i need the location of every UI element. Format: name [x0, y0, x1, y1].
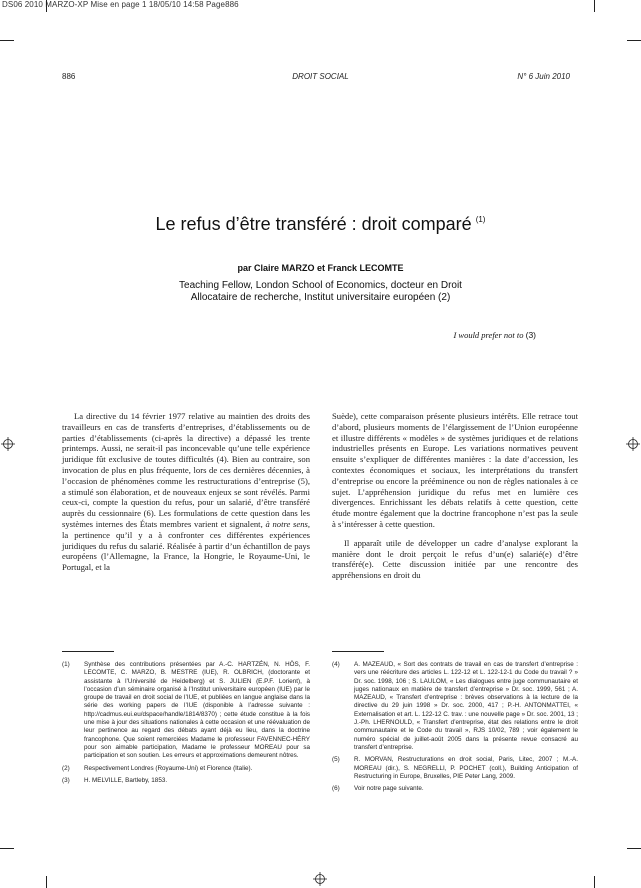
footnote: [332, 756, 578, 781]
footnote-number: (2): [62, 764, 70, 772]
affiliation-1: Teaching Fellow, London School of Economics, docteur en Droit: [179, 280, 462, 291]
body-column-right: [332, 411, 578, 581]
epigraph-footnote-ref: (3): [525, 330, 536, 340]
crop-mark-top-left: [46, 0, 47, 12]
footnote-number: (6): [332, 785, 340, 793]
footnote-number: (1): [62, 661, 70, 668]
crop-mark-right-top: [627, 40, 641, 41]
epigraph: [453, 330, 536, 340]
crop-mark-bottom-left: [46, 876, 47, 888]
title-text: Le refus d’être transféré : droit comparé: [155, 214, 472, 234]
title-footnote-ref: (1): [475, 215, 486, 224]
registration-mark-bottom-icon: [313, 872, 327, 886]
registration-mark-left-icon: [1, 437, 15, 451]
footnotes-right: [332, 661, 578, 797]
paragraph: Suède), cette comparaison présente plusieurs intérêts. Elle retrace tout d’abord, plusieurs moments de l’élargissement de l’Union européenne et illustre différents « modèles » de systèmes juridiques et de relations industrielles présents en Europe. Les variations normatives peuvent ensuite s’expliquer de différentes manières : la date d’accession, les contextes économiques et sociaux, les interprétations du transfert d’entreprise ou encore la prééminence ou non de règles nationales à ce sujet. L’appréhension juridique du refus met en lumière ces divergences. Enrichissant les débats relatifs à cette question, cette étude montre également que la doctrine francophone n’est pas la seule à s’intéresser à cette question.: [332, 411, 578, 529]
page-number: 886: [62, 72, 76, 81]
footnote-number: (4): [332, 661, 340, 668]
footnote-text: A. MAZEAUD, « Sort des contrats de travail en cas de transfert d’entreprise : vers une réécriture des articles L. 122-12 et L. 122-12-1 du Code du travail ? » Dr. soc. 1998, 106 ; S. LAULOM, « Les dialogues entre juge communautaire et juges nationaux en matière de transfert d’entreprise » Dr. soc. 1999, 561 ; A. MAZEAUD, « Transfert d’entreprise : brèves observations à la lecture de la directive du 29 juin 1998 » Dr. soc. 2000, 417 ; P.-H. ANTONMATTEI, « Externalisation et art. L. 122-12 C. trav. : une nouvelle page » Dr. soc. 2001, 13 ; J.-Ph. LHERNOULD, « Transfert d’entreprise, état des relations entre le droit communautaire et le Code du travail », RJS 10/02, 789 ; voir également le numéro spécial de juillet-août 2005 dans la présente revue consacré au transfert d’entreprise.: [354, 661, 578, 751]
footnote-text: Synthèse des contributions présentées par A.-C. HARTZÉN, N. HÖS, F. LECOMTE, C. MARZO, B. MESTRE (IUE), R. OLBRICH, (doctorante et assistante à l’Université de Heidelberg) et S. JULIEN (E.P.F. Lorient), à l’occasion d’un séminaire organisé à l’Institut universitaire européen (IUE) par le groupe de travail en droit social de l’IUE, et publiées en langue anglaise dans la série des working papers de l’IUE (disponible à l’adresse suivante : http://cadmus.eui.eu/dspace/handle/1814/8370) ; cette étude constitue à la fois une mise à jour des situations nationales à cette occasion et une réévaluation de leur pertinence au regard des débats ayant déjà eu lieu, dans la doctrine francophone. Que soient remerciées Madame le professeur FAVENNEC-HÉRY pour son aimable participation, Madame le professeur MOREAU pour sa participation et son soutien. Les erreurs et approximations demeurent nôtres.: [84, 661, 310, 760]
footnote: [332, 785, 578, 793]
crop-mark-left-top: [0, 40, 14, 41]
paragraph: Il apparaît utile de développer un cadre d’analyse explorant la manière dont le droit perçoit le refus d’un(e) salarié(e) d’être transféré(e). Cette discussion initiée par une rencontre des appréhensions en droit du: [332, 537, 578, 581]
body-column-left: [62, 411, 310, 573]
printer-slug: DS06 2010 MARZO-XP Mise en page 1 18/05/10 14:58 Page886: [2, 0, 239, 9]
footnote: [332, 661, 578, 752]
footnote: [62, 765, 310, 773]
paragraph-emphasis: à notre sens: [265, 518, 308, 529]
paragraph-text: , la pertinence qu’il y a à confronter ces différentes expériences juridiques du refus du salarié. Réalisée à partir d’un échantillon de pays européens (l’Allemagne, la France, la Hongrie, le Royaume-Uni, le Portugal, et la: [62, 518, 310, 573]
footnote-rule-left: [62, 651, 114, 652]
crop-mark-right-bottom: [627, 848, 641, 849]
registration-mark-right-icon: [626, 437, 640, 451]
crop-mark-left-bottom: [0, 848, 14, 849]
epigraph-text: I would prefer not to: [453, 330, 524, 340]
footnote-number: (3): [62, 776, 70, 784]
article-authors: par Claire MARZO et Franck LECOMTE: [237, 263, 404, 273]
footnote: [62, 777, 310, 785]
footnote: [62, 661, 310, 761]
paragraph: [62, 411, 310, 573]
article-title: [0, 214, 641, 235]
crop-mark-bottom-right: [594, 876, 595, 888]
footnote-text: Voir notre page suivante.: [354, 785, 424, 793]
affiliation-2: Allocataire de recherche, Institut universitaire européen (2): [190, 292, 451, 303]
footnote-text: H. MELVILLE, Bartleby, 1853.: [84, 776, 168, 784]
footnote-text: Respectivement Londres (Royaume-Uni) et Florence (Italie).: [84, 764, 253, 772]
footnote-text: R. MORVAN, Restructurations en droit social, Paris, Litec, 2007 ; M.-A. MOREAU (dir.), S. NEGRELLI, P. POCHET (coll.), Building Anticipation of Restructuring in Europe, Bruxelles, PIE Peter Lang, 2009.: [354, 756, 578, 780]
paragraph-text: La directive du 14 février 1977 relative au maintien des droits des travailleurs en cas de transferts d’entreprises, d’établissements ou de parties d’établissements (ci-après la directive) a dépassé les trente printemps. Aussi, ne serait-il pas inconcevable qu’une telle expérience juridique fût exclusive de toutes difficultés (4). Bien au contraire, son invocation de plus en plus fréquente, lors de ces dernières décennies, à l’occasion de phénomènes comme les restructurations d’entreprise (5), a stimulé son élaboration, et de nouveaux enjeux se sont révélés. Parmi ceux-ci, compte la question du refus, pour un salarié, d’être transféré auprès du cessionnaire (6). Les formulations de cette question dans les systèmes internes des États membres varient et signalent,: [62, 411, 310, 529]
crop-mark-top-right: [594, 0, 595, 12]
footnote-rule-right: [332, 651, 384, 652]
journal-name: DROIT SOCIAL: [292, 72, 349, 81]
footnotes-left: [62, 661, 310, 789]
issue-info: N° 6 Juin 2010: [517, 72, 570, 81]
author-affiliations: [0, 280, 641, 304]
footnote-number: (5): [332, 756, 340, 764]
